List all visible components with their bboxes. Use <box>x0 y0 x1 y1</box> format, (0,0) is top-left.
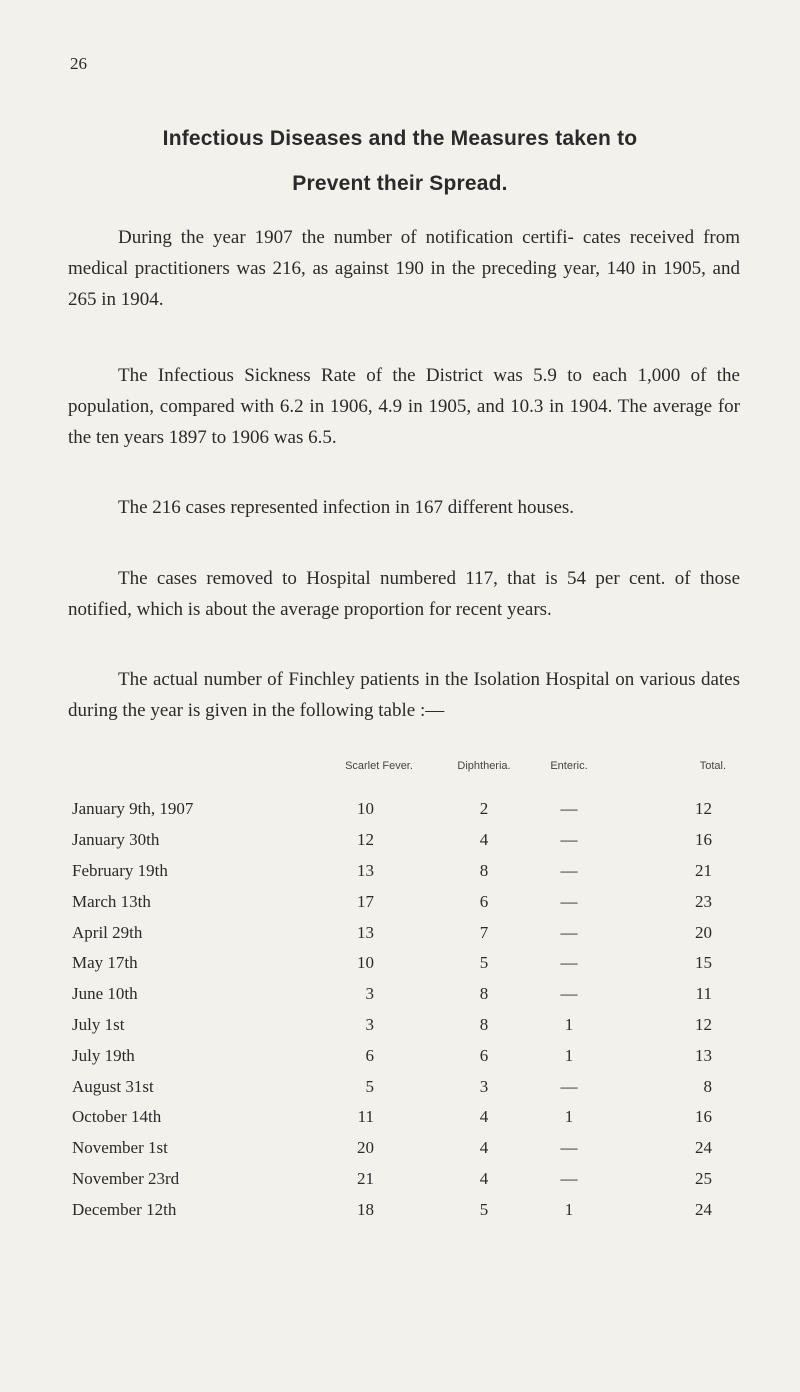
table-cell-diphtheria: 6 <box>479 1045 489 1065</box>
table-cell-scarlet-fever: 6 <box>365 1045 374 1065</box>
table-cell-total: 11 <box>695 984 712 1004</box>
table-cell-total: 16 <box>695 830 712 850</box>
table-cell-date: April 29th <box>72 922 143 942</box>
table-cell-total: 12 <box>695 799 712 819</box>
table-header-enteric: Enteric. <box>550 760 588 772</box>
table-cell-enteric: — <box>560 984 578 1004</box>
table-cell-enteric: — <box>560 891 578 911</box>
table-cell-total: 15 <box>695 953 712 973</box>
table-cell-date: March 13th <box>72 891 151 911</box>
table-row <box>60 948 740 979</box>
table-cell-scarlet-fever: 13 <box>357 922 374 942</box>
table-row <box>60 1040 740 1071</box>
table-cell-total: 24 <box>695 1138 712 1158</box>
table-cell-enteric: — <box>560 953 578 973</box>
table-cell-total: 24 <box>695 1199 712 1219</box>
table-cell-enteric: — <box>560 1138 578 1158</box>
paragraph-notifications: During the year 1907 the number of notification certifi- cates received from medical practitioners was 216, as against 190 in the preceding year, 140 in 1905, and 265 in 1904. <box>68 227 740 310</box>
table-row <box>60 856 740 887</box>
table-cell-scarlet-fever: 3 <box>365 984 374 1004</box>
table-row <box>60 794 740 825</box>
table-body <box>60 794 740 1225</box>
table-row <box>60 825 740 856</box>
table-cell-date: October 14th <box>72 1107 162 1127</box>
table-cell-scarlet-fever: 10 <box>357 953 374 973</box>
table-cell-scarlet-fever: 11 <box>357 1107 374 1127</box>
table-row <box>60 1194 740 1225</box>
isolation-hospital-table <box>60 760 740 1225</box>
table-cell-scarlet-fever: 18 <box>357 1199 374 1219</box>
paragraph-hospital-removals: The cases removed to Hospital numbered 117, that is 54 per cent. of those notified, which is about the average proportion for recent years. <box>68 568 740 620</box>
table-row <box>60 1133 740 1164</box>
table-cell-enteric: — <box>560 1076 578 1096</box>
table-cell-diphtheria: 4 <box>479 830 489 850</box>
table-cell-date: August 31st <box>72 1076 154 1096</box>
table-cell-diphtheria: 8 <box>479 984 489 1004</box>
table-cell-enteric: — <box>560 922 578 942</box>
table-row <box>60 1071 740 1102</box>
table-cell-diphtheria: 8 <box>479 860 489 880</box>
table-cell-scarlet-fever: 3 <box>365 1014 374 1034</box>
page-title-line-1: Infectious Diseases and the Measures taken to <box>162 127 638 150</box>
table-cell-total: 13 <box>695 1045 712 1065</box>
table-row <box>60 1164 740 1195</box>
table-cell-date: November 23rd <box>72 1168 180 1188</box>
table-cell-diphtheria: 3 <box>479 1076 489 1096</box>
table-cell-diphtheria: 5 <box>479 953 489 973</box>
table-cell-total: 8 <box>703 1076 712 1096</box>
table-cell-total: 25 <box>695 1168 712 1188</box>
table-cell-total: 12 <box>695 1014 712 1034</box>
table-cell-total: 23 <box>695 891 712 911</box>
table-cell-diphtheria: 4 <box>479 1168 489 1188</box>
table-cell-date: January 30th <box>72 830 160 850</box>
table-cell-total: 21 <box>695 860 712 880</box>
table-cell-enteric: — <box>560 1168 578 1188</box>
table-cell-enteric: — <box>560 830 578 850</box>
table-cell-diphtheria: 6 <box>479 891 489 911</box>
table-row <box>60 1010 740 1041</box>
table-cell-scarlet-fever: 12 <box>357 830 374 850</box>
table-cell-date: February 19th <box>72 860 168 880</box>
table-cell-scarlet-fever: 5 <box>365 1076 374 1096</box>
table-cell-enteric: — <box>560 799 578 819</box>
table-cell-date: July 19th <box>72 1045 135 1065</box>
paragraph-sickness-rate: The Infectious Sickness Rate of the District was 5.9 to each 1,000 of the population, compared with 6.2 in 1906, 4.9 in 1905, and 10.3 in 1904. The average for the ten years 1897 to 1906 was 6.5. <box>68 365 740 448</box>
table-header-scarlet-fever: Scarlet Fever. <box>345 760 413 772</box>
paragraph-houses: The 216 cases represented infection in 167 different houses. <box>118 497 575 518</box>
table-cell-total: 20 <box>695 922 712 942</box>
table-row <box>60 979 740 1010</box>
table-row <box>60 1102 740 1133</box>
table-header-total: Total. <box>699 760 726 772</box>
table-header-diphtheria: Diphtheria. <box>457 760 511 772</box>
table-cell-date: June 10th <box>72 984 138 1004</box>
table-cell-diphtheria: 5 <box>479 1199 489 1219</box>
table-cell-date: December 12th <box>72 1199 177 1219</box>
table-row <box>60 917 740 948</box>
table-row <box>60 886 740 917</box>
table-cell-diphtheria: 8 <box>479 1014 489 1034</box>
table-cell-diphtheria: 7 <box>479 922 489 942</box>
table-cell-scarlet-fever: 21 <box>357 1168 374 1188</box>
table-cell-enteric: — <box>560 860 578 880</box>
table-cell-date: July 1st <box>72 1014 125 1034</box>
table-header-row <box>60 760 740 794</box>
table-cell-enteric: 1 <box>564 1045 574 1065</box>
paragraph-table-intro: The actual number of Finchley patients in the Isolation Hospital on various dates during the year is given in the following table :— <box>68 669 740 721</box>
table-cell-scarlet-fever: 20 <box>357 1138 374 1158</box>
table-cell-scarlet-fever: 13 <box>357 860 374 880</box>
table-header-date <box>60 760 304 794</box>
page-number: 26 <box>70 54 87 73</box>
table-cell-enteric: 1 <box>564 1014 574 1034</box>
table-cell-diphtheria: 4 <box>479 1107 489 1127</box>
table-cell-date: May 17th <box>72 953 138 973</box>
table-cell-enteric: 1 <box>564 1199 574 1219</box>
table-cell-date: January 9th, 1907 <box>72 799 194 819</box>
table-cell-date: November 1st <box>72 1138 168 1158</box>
page-title-line-2: Prevent their Spread. <box>292 172 508 195</box>
table-cell-scarlet-fever: 10 <box>357 799 374 819</box>
table-cell-diphtheria: 4 <box>479 1138 489 1158</box>
table-cell-scarlet-fever: 17 <box>357 891 374 911</box>
table-cell-diphtheria: 2 <box>479 799 489 819</box>
table-cell-total: 16 <box>695 1107 712 1127</box>
table-cell-enteric: 1 <box>564 1107 574 1127</box>
